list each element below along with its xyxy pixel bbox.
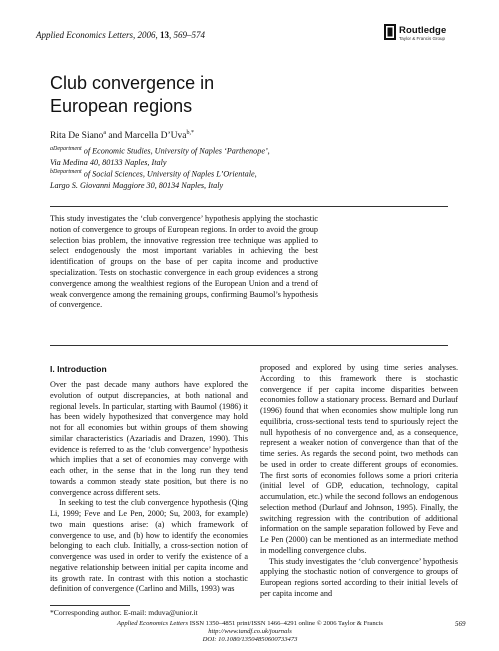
body-paragraph: In seeking to test the club convergence hypothesis (Qing Li, 1999; Feve and Le Pen, 2000; Su, 2003, for example) two main questions arise: (a) which framework of convergence to use, and (b) how to identify the economies belonging to each club. Initially, a cross-section notion of convergence was used in order to verify the existence of a negative relationship between initial per capita income and its growth rate. In contrast with this notion a stochastic definition of convergence (Carlino and Mills, 1993) was xyxy=(50,498,248,594)
abstract: This study investigates the ‘club convergence’ hypothesis applying the stochastic notion of convergence to groups of European regions. In order to avoid the group selection bias problem, the innovative regression tree technique was applied to select endogenously the most important variables in achieving the best identification of groups on the base of per capita income and productive specialization. Tests on stochastic convergence in each group evidences a strong convergence among the wealthiest regions of the European Union and a trend of weak convergence among the remaining groups, confirming Baumol’s hypothesis of convergence. xyxy=(50,214,318,310)
affiliation-line: Largo S. Giovanni Maggiore 30, 80134 Naples, Italy xyxy=(50,180,224,190)
journal-name: Applied Economics Letters xyxy=(36,30,133,40)
footer-journal: Applied Economics Letters xyxy=(117,620,189,627)
section-heading: I. Introduction xyxy=(50,364,107,374)
abstract-rule-top xyxy=(50,206,448,207)
superscript-marker: bDepartment xyxy=(50,169,82,175)
superscript-marker: aDepartment xyxy=(50,146,82,152)
affiliation-line: $^{bDepartment}$ of Social Sciences, University of Naples L’Orientale, xyxy=(50,169,257,179)
article-title xyxy=(50,72,310,118)
authors: Rita De Siano$^a$ and Marcella D’Uva$^{b,*}$ xyxy=(50,130,194,142)
title-line: European regions xyxy=(50,96,193,116)
body-column-left xyxy=(50,380,248,595)
affiliation-b xyxy=(50,167,450,191)
footnote: *Corresponding author. E-mail: mduva@unior.it xyxy=(50,608,198,617)
affiliation-line: Via Medina 40, 80133 Naples, Italy xyxy=(50,157,167,167)
affiliation-line: $^{aDepartment}$ of Economic Studies, University of Naples ‘Parthenope’, xyxy=(50,146,270,156)
journal-pages: , 569–574 xyxy=(168,30,205,40)
superscript-marker: a xyxy=(103,130,106,136)
journal-volume: 13 xyxy=(159,30,169,40)
publisher-logo xyxy=(384,24,464,48)
body-paragraph: proposed and explored by using time series analyses. According to this framework there is stochastic convergence if per capita income disparities between economies follow a stationary process. Bernard and Durlauf (1996) found that when economies show multiple long run equilibria, cross-sectional tests tend to spuriously reject the null hypothesis of no convergence and, as a consequence, represent a weaker notion of convergence than that of the time series. As regards the second point, two methods can be used in order to create different groups of economies. The first sorts of economies follows some a priori criteria (initial level of GDP, education, technology, capital accumulation, etc.) while the second follows an endogenous selection method (Durlauf and Johnson, 1995). Finally, the switching regression with the contribution of additional information on the sample separation followed by Feve and Le Pen (2000) can be mentioned as an intermediate method in modelling convergence clubs. xyxy=(260,363,458,555)
abstract-rule-bottom xyxy=(50,345,448,346)
publisher-brand: Routledge xyxy=(399,25,447,36)
page-number: 569 xyxy=(455,620,466,628)
footer-line-1 xyxy=(110,620,390,628)
superscript-marker: b,* xyxy=(186,130,194,136)
affiliation-a xyxy=(50,144,450,168)
journal-year: , 2006, xyxy=(132,30,160,40)
body-column-right xyxy=(260,363,458,600)
page-footer xyxy=(110,620,390,644)
routledge-logo-icon xyxy=(384,24,396,40)
footer-url[interactable]: http://www.tandf.co.uk/journals xyxy=(208,628,292,635)
footnote-rule xyxy=(50,605,130,606)
title-line: Club convergence in xyxy=(50,73,215,93)
footer-doi: DOI: 10.1080/13504850600733473 xyxy=(202,636,298,643)
journal-header xyxy=(36,30,205,40)
publisher-subbrand: Taylor & Francis Group xyxy=(399,36,446,41)
body-paragraph: This study investigates the ‘club convergence’ hypothesis applying the stochastic notion of convergence to groups of European regions sorted according to their initial levels of per capita income and xyxy=(260,556,458,598)
body-paragraph: Over the past decade many authors have explored the evolution of output discrepancies, at both national and regional levels. In particular, starting with Baumol (1986) it has been widely hypothesized that convergence may hold not for all economies but within groups of them showing similar characteristics (Azariadis and Drazen, 1990). This evidence is referred to as the ‘club convergence’ hypothesis which implies that a set of economies may converge with each other, in the sense that in the long run they tend towards a common steady state position, but there is no convergence across different sets. xyxy=(50,380,248,497)
footer-issn: ISSN 1350–4851 print/ISSN 1466–4291 online © 2006 Taylor & Francis xyxy=(188,620,383,627)
